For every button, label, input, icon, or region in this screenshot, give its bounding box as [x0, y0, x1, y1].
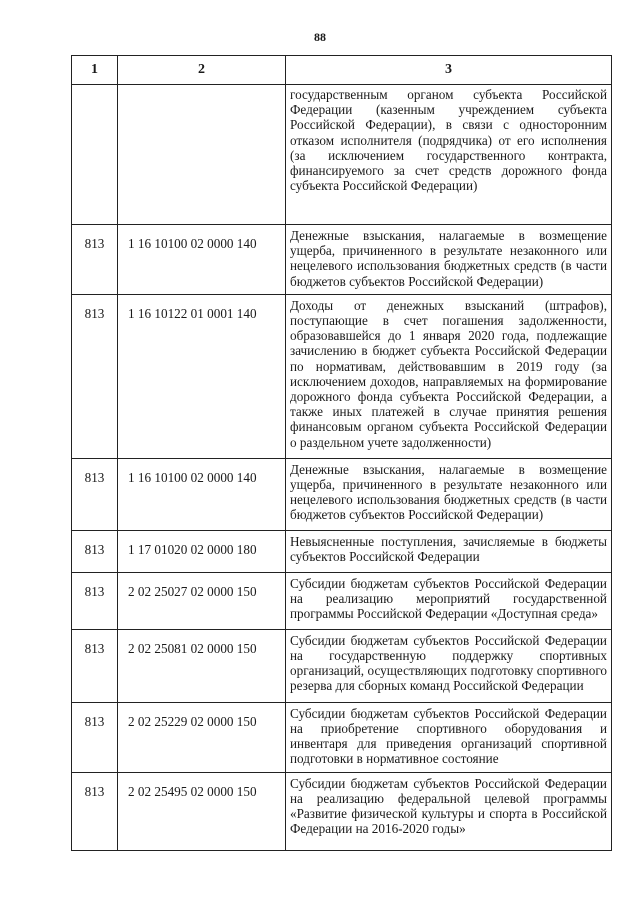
budget-code-cell: 2 02 25081 02 0000 150	[118, 629, 286, 702]
document-table	[71, 55, 612, 851]
description-cell: Субсидии бюджетам субъектов Российской Федерации на реализацию мероприятий государственной программы Российской Федерации «Доступная среда»	[286, 572, 612, 629]
table-row	[72, 458, 612, 530]
description-cell: Доходы от денежных взысканий (штрафов), поступающие в счет погашения задолженности, образовавшейся до 1 января 2020 года, подлежащие зачислению в бюджет субъекта Российской Федерации по нормативам, действовавшим в 2019 году (за исключением доходов, направляемых на формирование дорожного фонда субъекта Российской Федерации, а также иных платежей в случае принятия решения финансовым органом субъекта Российской Федерации о раздельном учете задолженности)	[286, 294, 612, 458]
table-row	[72, 702, 612, 772]
table-row	[72, 225, 612, 295]
description-cell: Невыясненные поступления, зачисляемые в бюджеты субъектов Российской Федерации	[286, 530, 612, 572]
admin-code-cell: 813	[72, 294, 118, 458]
description-cell: Субсидии бюджетам субъектов Российской Федерации на государственную поддержку спортивных организаций, осуществляющих подготовку спортивного резерва для сборных команд Российской Федерации	[286, 629, 612, 702]
column-header-2: 2	[118, 56, 286, 85]
admin-code-cell	[72, 85, 118, 225]
table-row	[72, 629, 612, 702]
admin-code-cell: 813	[72, 225, 118, 295]
budget-code-cell: 2 02 25495 02 0000 150	[118, 772, 286, 850]
description-cell: Денежные взыскания, налагаемые в возмещение ущерба, причиненного в результате незаконного или нецелевого использования бюджетных средств (в части бюджетов субъектов Российской Федерации)	[286, 225, 612, 295]
budget-code-cell: 1 16 10100 02 0000 140	[118, 225, 286, 295]
budget-code-cell: 1 16 10100 02 0000 140	[118, 458, 286, 530]
admin-code-cell: 813	[72, 458, 118, 530]
table-row	[72, 772, 612, 850]
budget-code-cell: 1 17 01020 02 0000 180	[118, 530, 286, 572]
column-header-1: 1	[72, 56, 118, 85]
description-cell: Денежные взыскания, налагаемые в возмещение ущерба, причиненного в результате незаконного или нецелевого использования бюджетных средств (в части бюджетов субъектов Российской Федерации)	[286, 458, 612, 530]
admin-code-cell: 813	[72, 530, 118, 572]
description-cell: Субсидии бюджетам субъектов Российской Федерации на реализацию федеральной целевой программы «Развитие физической культуры и спорта в Российской Федерации на 2016-2020 годы»	[286, 772, 612, 850]
budget-code-cell: 2 02 25027 02 0000 150	[118, 572, 286, 629]
table-row	[72, 572, 612, 629]
column-header-3: 3	[286, 56, 612, 85]
description-cell: государственным органом субъекта Российской Федерации (казенным учреждением субъекта Российской Федерации), в связи с односторонним отказом исполнителя (подрядчика) от его исполнения (за исключением государственного контракта, финансируемого за счет средств дорожного фонда субъекта Российской Федерации)	[286, 85, 612, 225]
page-number: 88	[314, 30, 326, 44]
budget-code-cell: 1 16 10122 01 0001 140	[118, 294, 286, 458]
description-cell: Субсидии бюджетам субъектов Российской Федерации на приобретение спортивного оборудования и инвентаря для приведения организаций спортивной подготовки в нормативное состояние	[286, 702, 612, 772]
budget-code-cell: 2 02 25229 02 0000 150	[118, 702, 286, 772]
table-row	[72, 294, 612, 458]
admin-code-cell: 813	[72, 572, 118, 629]
table-row	[72, 530, 612, 572]
budget-code-cell	[118, 85, 286, 225]
admin-code-cell: 813	[72, 772, 118, 850]
table-header-row	[72, 56, 612, 85]
admin-code-cell: 813	[72, 629, 118, 702]
table-row	[72, 85, 612, 225]
admin-code-cell: 813	[72, 702, 118, 772]
